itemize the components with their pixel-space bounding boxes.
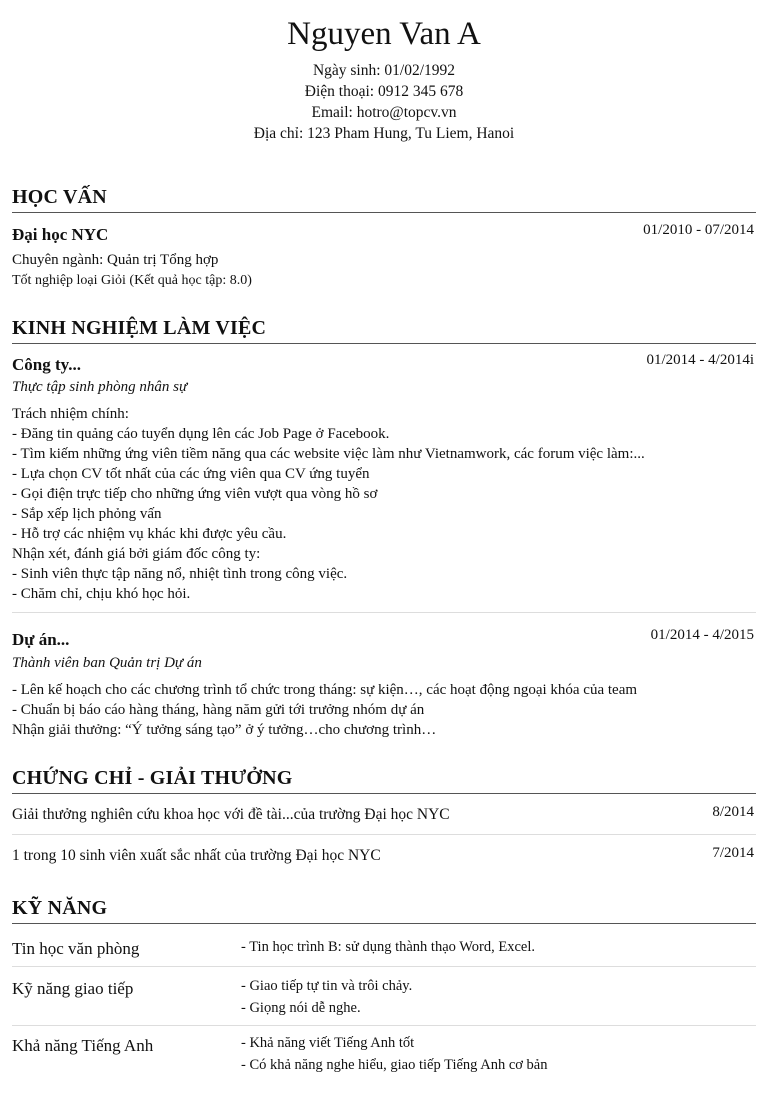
- divider: [12, 612, 756, 613]
- job-role: Thành viên ban Quản trị Dự án: [12, 655, 202, 671]
- skill-name: Tin học văn phòng: [12, 939, 140, 958]
- email: Email: hotro@topcv.vn: [311, 104, 457, 121]
- job-line: - Đăng tin quảng cáo tuyển dụng lên các Job Page ở Facebook.: [12, 426, 390, 442]
- education-major: Chuyên ngành: Quản trị Tổng hợp: [12, 252, 219, 268]
- skill-line: - Giọng nói dễ nghe.: [241, 1000, 361, 1016]
- job-line: - Lựa chọn CV tốt nhất của các ứng viên qua CV ứng tuyển: [12, 466, 370, 482]
- skill-name: Kỹ năng giao tiếp: [12, 979, 134, 998]
- job-line: - Tìm kiếm những ứng viên tiềm năng qua các website việc làm như Vietnamwork, các forum việc làm:...: [12, 446, 645, 462]
- job-line: - Chăm chỉ, chịu khó học hỏi.: [12, 586, 191, 602]
- divider: [12, 212, 756, 213]
- award-text: 1 trong 10 sinh viên xuất sắc nhất của trường Đại học NYC: [12, 847, 381, 864]
- divider: [12, 834, 756, 835]
- job-line: Nhận xét, đánh giá bởi giám đốc công ty:: [12, 546, 261, 562]
- section-title-education: HỌC VẤN: [12, 186, 107, 208]
- award-date: 8/2014: [712, 804, 754, 820]
- job-line: - Sinh viên thực tập năng nổ, nhiệt tình trong công việc.: [12, 566, 348, 582]
- skill-line: - Giao tiếp tự tin và trôi chảy.: [241, 978, 413, 994]
- job-line: - Gọi điện trực tiếp cho những ứng viên vượt qua vòng hồ sơ: [12, 486, 378, 502]
- skill-line: - Có khả năng nghe hiểu, giao tiếp Tiếng Anh cơ bản: [241, 1057, 548, 1073]
- job-company: Công ty...: [12, 355, 81, 374]
- job-date: 01/2014 - 4/2015: [650, 627, 754, 643]
- section-title-experience: KINH NGHIỆM LÀM VIỆC: [12, 317, 267, 339]
- award-text: Giải thưởng nghiên cứu khoa học với đề tài...của trường Đại học NYC: [12, 806, 450, 823]
- divider: [12, 966, 756, 967]
- section-title-awards: CHỨNG CHỈ - GIẢI THƯỞNG: [12, 767, 293, 789]
- job-line: - Chuẩn bị báo cáo hàng tháng, hàng năm gửi tới trưởng nhóm dự án: [12, 702, 425, 718]
- job-line: - Hỗ trợ các nhiệm vụ khác khi được yêu cầu.: [12, 526, 287, 542]
- divider: [12, 793, 756, 794]
- award-date: 7/2014: [712, 845, 754, 861]
- divider: [12, 343, 756, 344]
- address: Địa chỉ: 123 Pham Hung, Tu Liem, Hanoi: [253, 125, 515, 142]
- birth-date: Ngày sinh: 01/02/1992: [312, 62, 456, 79]
- job-company: Dự án...: [12, 630, 70, 649]
- education-date: 01/2010 - 07/2014: [643, 222, 754, 238]
- candidate-name: Nguyen Van A: [287, 16, 481, 52]
- job-line: Nhận giải thưởng: “Ý tưởng sáng tạo” ở ý tưởng…cho chương trình…: [12, 722, 437, 738]
- job-line: - Sắp xếp lịch phỏng vấn: [12, 506, 162, 522]
- job-role: Thực tập sinh phòng nhân sự: [12, 379, 188, 395]
- job-date: 01/2014 - 4/2014i: [646, 352, 754, 368]
- job-line: - Lên kế hoạch cho các chương trình tổ chức trong tháng: sự kiện…, các hoạt động ngoại khóa của team: [12, 682, 638, 698]
- phone: Điện thoại: 0912 345 678: [304, 83, 464, 100]
- school-name: Đại học NYC: [12, 225, 109, 244]
- skill-line: - Khả năng viết Tiếng Anh tốt: [241, 1035, 415, 1051]
- education-grade: Tốt nghiệp loại Giỏi (Kết quả học tập: 8.0): [12, 273, 252, 288]
- section-title-skills: KỸ NĂNG: [12, 897, 108, 919]
- divider: [12, 923, 756, 924]
- skill-name: Khả năng Tiếng Anh: [12, 1036, 154, 1055]
- divider: [12, 1025, 756, 1026]
- job-line: Trách nhiệm chính:: [12, 406, 129, 422]
- skill-line: - Tin học trình B: sử dụng thành thạo Word, Excel.: [241, 939, 535, 955]
